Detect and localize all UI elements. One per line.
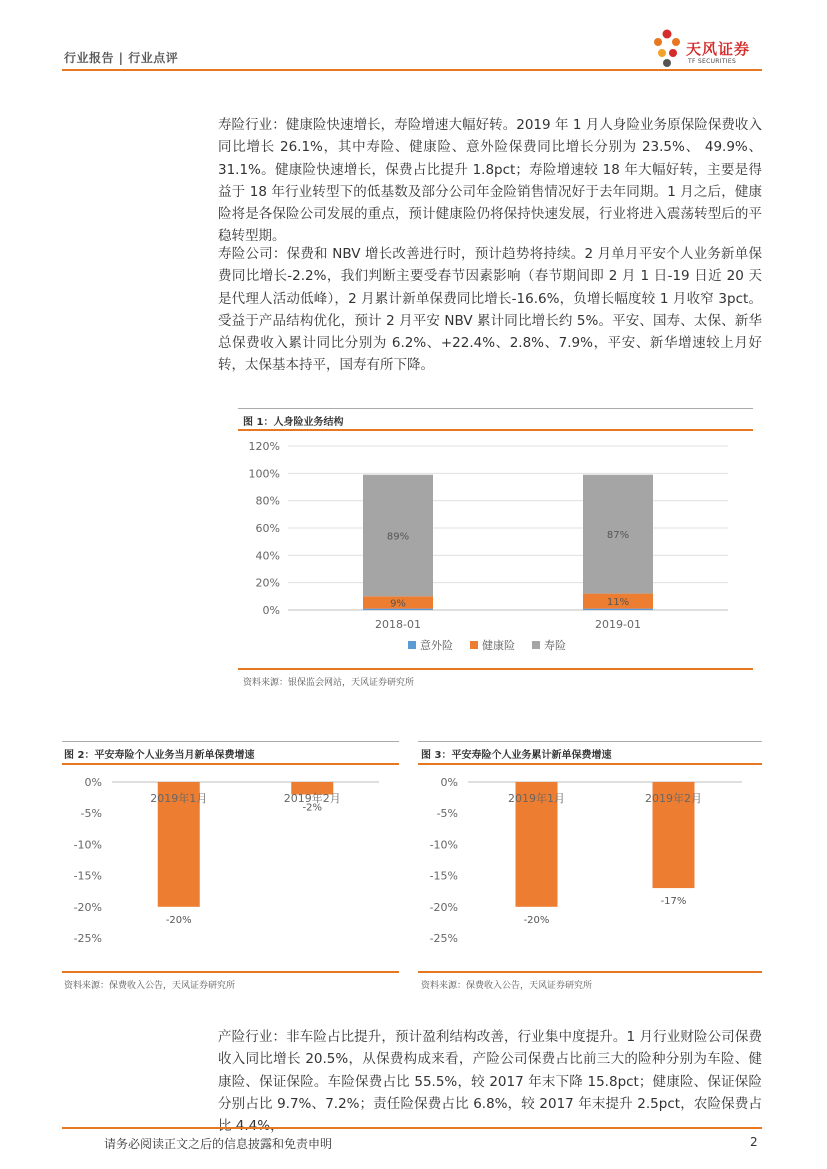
y-tick-label: -20% xyxy=(429,900,458,914)
paragraph-life-industry: 寿险行业：健康险快速增长，寿险增速大幅好转。2019 年 1 月人身险业务原保险保费收入同比增长 26.1%，其中寿险、健康险、意外险保费同比增长分别为 23.5%、 49.9%、 31.1%。健康险快速增长，保费占比提升 1.8pct；寿险增速较 18 年大幅好转，主要是得益于 18 年行业转型下的低基数及部分公司年金险销售情况好于去年同期。1 月之后，健康险将是各保险公司发展的重点，预计健康险仍将保持快速发展，行业将进入震荡转型后的平稳转型期。 xyxy=(218,117,762,245)
legend-swatch xyxy=(408,641,416,649)
page-number: 2 xyxy=(750,1135,758,1149)
fig2-source: 资料来源：保费收入公告，天风证券研究所 xyxy=(64,981,236,991)
y-tick-label: 100% xyxy=(248,467,280,481)
y-tick-label: 80% xyxy=(255,494,280,508)
legend-label: 意外险 xyxy=(420,639,453,652)
legend-swatch xyxy=(532,641,540,649)
y-tick-label: 20% xyxy=(255,576,280,590)
data-label: -17% xyxy=(660,896,687,908)
fig1-bottom-rule xyxy=(238,668,753,670)
fig2-chart xyxy=(62,768,399,968)
y-tick-label: -15% xyxy=(73,869,102,883)
y-tick-label: 40% xyxy=(255,549,280,563)
fig1-title: 图 1：人身险业务结构 xyxy=(243,417,344,428)
data-label: -20% xyxy=(165,914,192,926)
x-tick-label: 2019年2月 xyxy=(283,792,341,805)
y-tick-label: -15% xyxy=(429,869,458,883)
y-tick-label: -10% xyxy=(429,838,458,852)
data-label: 89% xyxy=(386,531,410,543)
y-tick-label: 0% xyxy=(440,776,458,789)
footer-disclaimer: 请务必阅读正文之后的信息披露和免责申明 xyxy=(104,1137,333,1151)
fig1-title-rule xyxy=(238,429,753,431)
fig2-title: 图 2：平安寿险个人业务当月新单保费增速 xyxy=(64,750,255,761)
y-tick-label: -10% xyxy=(73,838,102,852)
logo-flower-icon xyxy=(650,26,684,72)
logo-cn: 天风证券 xyxy=(686,40,751,58)
bar-segment xyxy=(583,609,653,610)
logo-en: TF SECURITIES xyxy=(688,58,737,65)
fig3-bottom-rule xyxy=(418,971,762,973)
y-tick-label: 0% xyxy=(262,604,280,617)
x-tick-label: 2019年1月 xyxy=(508,792,565,805)
y-tick-label: -5% xyxy=(436,807,458,821)
legend-swatch xyxy=(470,641,478,649)
data-label: -20% xyxy=(523,914,550,926)
data-label: 9% xyxy=(390,598,406,610)
y-tick-label: -25% xyxy=(429,932,458,945)
fig2-top-rule xyxy=(62,741,399,742)
y-tick-label: -25% xyxy=(73,932,102,945)
report-category: 行业报告 | 行业点评 xyxy=(64,51,179,65)
y-tick-label: 0% xyxy=(84,776,102,789)
fig3-title-rule xyxy=(418,763,762,765)
fig3-title: 图 3：平安寿险个人业务累计新单保费增速 xyxy=(421,750,612,761)
y-tick-label: 120% xyxy=(248,440,280,453)
fig2-title-rule xyxy=(62,763,399,765)
company-logo xyxy=(650,26,768,72)
y-tick-label: -5% xyxy=(80,807,102,821)
x-tick-label: 2019年2月 xyxy=(645,792,702,805)
y-tick-label: 60% xyxy=(255,522,280,535)
data-label: -2% xyxy=(302,802,322,814)
fig3-source: 资料来源：保费收入公告，天风证券研究所 xyxy=(421,981,593,991)
legend-label: 寿险 xyxy=(544,639,566,652)
legend-label: 健康险 xyxy=(482,639,515,652)
x-tick-label: 2019-01 xyxy=(595,618,641,631)
fig1-top-rule xyxy=(238,408,753,409)
x-tick-label: 2018-01 xyxy=(375,618,421,631)
fig3-top-rule xyxy=(418,741,762,742)
paragraph-pc-industry: 产险行业：非车险占比提升，预计盈利结构改善，行业集中度提升。1 月行业财险公司保费收入同比增长 20.5%，从保费构成来看，产险公司保费占比前三大的险种分别为车险、健康险、保证保险。车险保费占比 55.5%，较 2017 年末下降 15.8pct；健康险、保证保险分别占比 9.7%、7.2%；责任险保费占比 6.8%，较 2017 年末提升 2.5pct，农险保费占 xyxy=(218,1029,762,1112)
fig2-bottom-rule xyxy=(62,971,399,973)
fig1-source: 资料来源：银保监会网站，天风证券研究所 xyxy=(243,678,415,688)
fig3-chart xyxy=(418,768,762,968)
footer-divider xyxy=(62,1127,762,1129)
x-tick-label: 2019年1月 xyxy=(150,792,208,805)
data-label: 87% xyxy=(606,530,630,542)
y-tick-label: -20% xyxy=(73,900,102,914)
data-label: 11% xyxy=(606,597,630,609)
paragraph-life-companies: 寿险公司：保费和 NBV 增长改善进行时，预计趋势将持续。2 月单月平安个人业务新单保费同比增长-2.2%，我们判断主要受春节因素影响（春节期间即 2 月 1 日-19 日近 20 天是代理人活动低峰），2 月累计新单保费同比增长-16.6%，负增长幅度较 1 月收窄 3pct。受益于产品结构优化，预计 2 月平安 NBV 累计同比增长约 5%。平安、国寿、太保、新华总保费收入累计同比分别为 6.2%、+22.4%、2.8%、7.9%，平安、新华增速较上月好转，太保基本持平，国寿有所下降。 xyxy=(218,246,762,374)
fig1-chart xyxy=(238,433,753,665)
